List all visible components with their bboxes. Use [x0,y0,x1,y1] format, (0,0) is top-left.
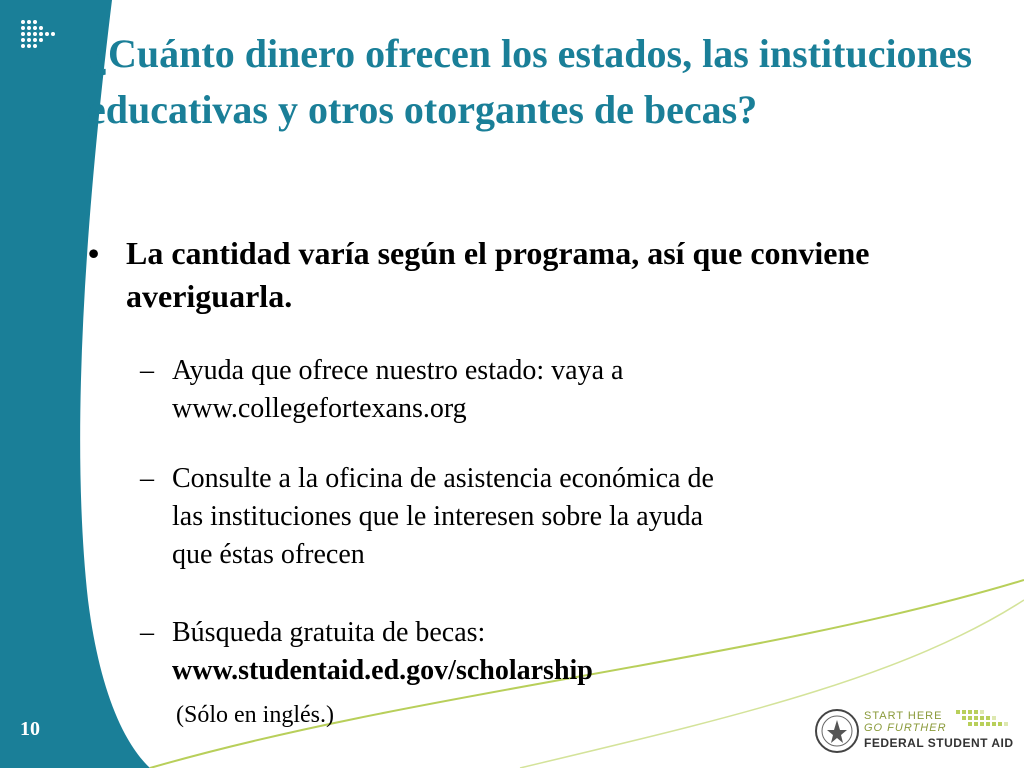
sub-bullet-marker: – [140,355,154,386]
federal-student-aid-logo [814,708,1014,760]
page-number: 10 [20,718,40,740]
sub-bullet-scholarship-search [140,614,960,690]
english-only-note: (Sólo en inglés.) [176,702,334,728]
main-bullet-text: La cantidad varía según el programa, así que conviene averiguarla. [126,235,870,314]
scholarship-url[interactable]: www.studentaid.ed.gov/scholarship [172,655,593,686]
state-aid-url[interactable]: www.collegefortexans.org [172,393,467,424]
sub-bullet-text: que éstas ofrecen [172,539,365,570]
sub-bullet-financial-aid-office [140,460,960,574]
dot-grid-logo-icon [20,18,60,50]
sub-bullet-text: Búsqueda gratuita de becas: [172,617,486,648]
sub-bullet-marker: – [140,463,154,494]
bullet-marker: • [88,235,100,271]
sub-bullet-state-aid [140,352,960,428]
sub-bullet-text: Ayuda que ofrece nuestro estado: vaya a [172,355,624,386]
sub-bullet-marker: – [140,617,154,648]
tagline-go-further: GO FURTHER [864,722,947,734]
logo-grid-icon [956,710,1008,732]
sub-bullet-text: Consulte a la oficina de asistencia económica de [172,463,714,494]
department-seal-icon [814,708,860,754]
federal-student-aid-wordmark: FEDERAL STUDENT AID [864,736,1014,750]
tagline-start-here: START HERE [864,710,943,722]
slide-title: ¿Cuánto dinero ofrecen los estados, las instituciones educativas y otros otorgantes de becas? [88,31,973,132]
main-bullet [88,232,948,318]
sub-bullet-text: las instituciones que le interesen sobre la ayuda [172,501,704,532]
